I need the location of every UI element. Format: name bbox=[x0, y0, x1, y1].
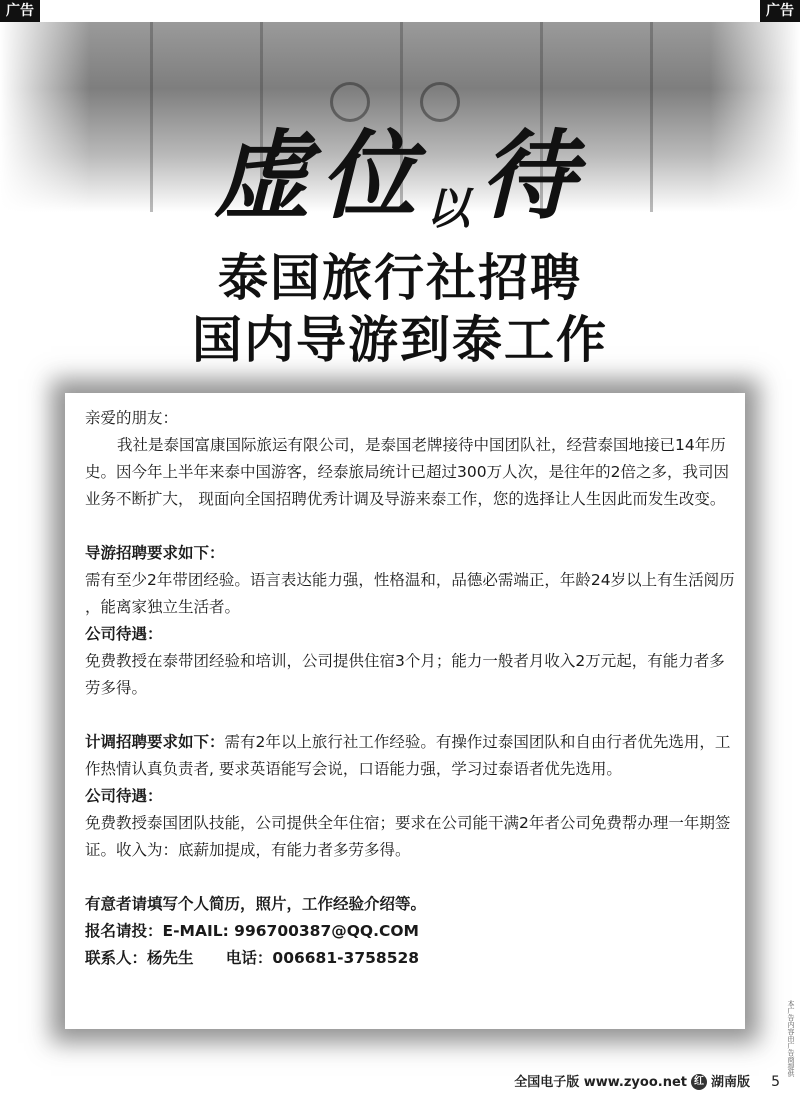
footer bbox=[514, 1071, 750, 1091]
body-text bbox=[85, 405, 735, 972]
headline-line-1: 泰国旅行社招聘 bbox=[218, 249, 582, 307]
calligraphy-char-4: 待 bbox=[480, 119, 586, 232]
benefit-heading-1: 公司待遇： bbox=[85, 625, 163, 643]
contact-name: 联系人：杨先生 bbox=[85, 949, 194, 967]
footer-edition: 湖南版 bbox=[710, 1074, 750, 1090]
guide-requirements: 需有至少2年带团经验。语言表达能力强，性格温和，品德必需端正，年龄24岁以上有生活阅历 ，能离家独立生活者。 bbox=[85, 571, 735, 616]
ad-label-left: 广告 bbox=[0, 0, 40, 22]
footer-badge-icon: 红 bbox=[691, 1074, 707, 1090]
contact-phone: 电话：006681-3758528 bbox=[225, 949, 420, 967]
headline-line-2: 国内导游到泰工作 bbox=[192, 311, 608, 369]
page-number: 5 bbox=[771, 1074, 780, 1090]
planner-heading: 计调招聘要求如下： bbox=[85, 733, 225, 751]
greeting: 亲爱的朋友： bbox=[85, 409, 179, 427]
guide-heading: 导游招聘要求如下： bbox=[85, 544, 225, 562]
benefit-2: 免费教授泰国团队技能，公司提供全年住宿；要求在公司能干满2年者公司免费帮办理一年期签证。收入为：底薪加提成，有能力者多劳多得。 bbox=[85, 814, 731, 859]
benefit-1: 免费教授在泰带团经验和培训，公司提供住宿3个月；能力一般者月收入2万元起，有能力者多劳多得。 bbox=[85, 652, 725, 697]
benefit-heading-2: 公司待遇： bbox=[85, 787, 163, 805]
contact-line bbox=[85, 945, 735, 972]
calligraphy-char-2: 位 bbox=[320, 119, 426, 232]
planner-requirements: 需有2年以上旅行社工作经验。有操作过泰国团队和自由行者优先选用，工作热情认真负责者, 要求英语能写会说，口语能力强，学习过泰语者优先选用。 bbox=[85, 733, 731, 778]
calligraphy-char-1: 虚 bbox=[214, 119, 320, 232]
planner-section bbox=[85, 729, 735, 783]
calligraphy-title bbox=[0, 100, 800, 237]
side-note: 本广告内容由广告商提供 bbox=[787, 1000, 795, 1077]
calligraphy-char-3: 以 bbox=[426, 183, 480, 235]
email-line: 报名请投：E-MAIL: 996700387@QQ.COM bbox=[85, 922, 419, 940]
intro-paragraph: 我社是泰国富康国际旅运有限公司，是泰国老牌接待中国团队社，经营泰国地接已14年历史。因今年上半年来泰中国游客，经泰旅局统计已超过300万人次，是往年的2倍之多，我司因业务不断扩大， 现面向全国招聘优秀计调及导游来泰工作，您的选择让人生因此而发生改变。 bbox=[85, 436, 729, 508]
apply-note: 有意者请填写个人简历，照片，工作经验介绍等。 bbox=[85, 895, 427, 913]
footer-site: 全国电子版 www.zyoo.net bbox=[514, 1074, 687, 1090]
ad-label-right: 广告 bbox=[760, 0, 800, 22]
